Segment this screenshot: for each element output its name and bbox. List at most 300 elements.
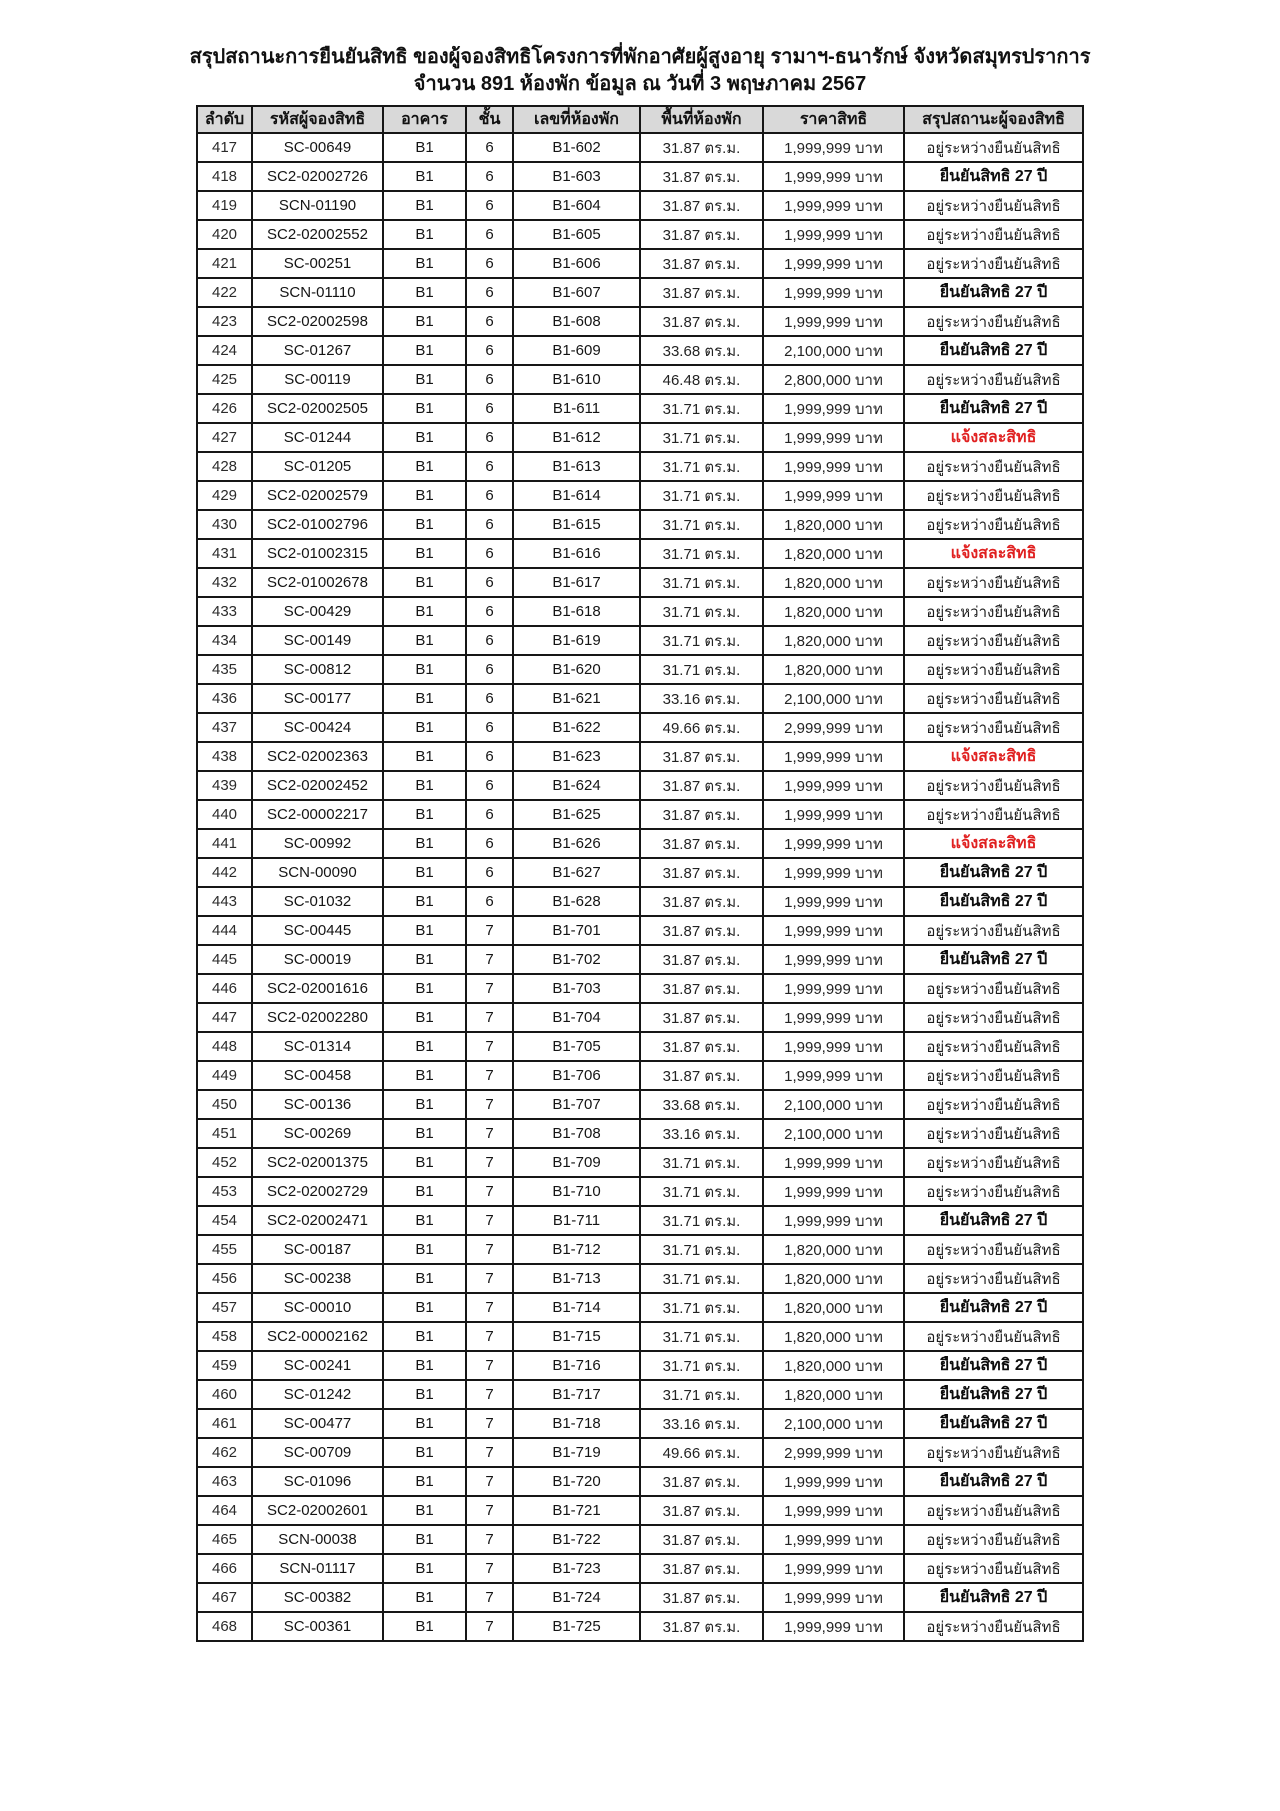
cell-room: B1-702: [513, 945, 640, 974]
cell-room: B1-718: [513, 1409, 640, 1438]
cell-building: B1: [383, 597, 466, 626]
cell-code: SC-00269: [252, 1119, 383, 1148]
cell-area: 31.87 ตร.ม.: [640, 133, 763, 162]
cell-status: อยู่ระหว่างยืนยันสิทธิ: [904, 220, 1083, 249]
cell-building: B1: [383, 1061, 466, 1090]
cell-price: 1,820,000 บาท: [763, 1322, 904, 1351]
cell-price: 2,100,000 บาท: [763, 684, 904, 713]
cell-status: อยู่ระหว่างยืนยันสิทธิ: [904, 1061, 1083, 1090]
cell-code: SC-00019: [252, 945, 383, 974]
cell-floor: 7: [466, 1119, 513, 1148]
cell-price: 1,999,999 บาท: [763, 394, 904, 423]
cell-area: 33.68 ตร.ม.: [640, 336, 763, 365]
cell-room: B1-602: [513, 133, 640, 162]
cell-code: SC2-01002796: [252, 510, 383, 539]
table-row: [197, 1148, 1083, 1177]
cell-price: 1,999,999 บาท: [763, 162, 904, 191]
table-row: [197, 568, 1083, 597]
cell-building: B1: [383, 887, 466, 916]
cell-area: 46.48 ตร.ม.: [640, 365, 763, 394]
cell-room: B1-611: [513, 394, 640, 423]
cell-status: อยู่ระหว่างยืนยันสิทธิ: [904, 1177, 1083, 1206]
cell-status: อยู่ระหว่างยืนยันสิทธิ: [904, 1496, 1083, 1525]
table-row: [197, 1032, 1083, 1061]
cell-status: ยืนยันสิทธิ 27 ปี: [904, 1351, 1083, 1380]
cell-building: B1: [383, 684, 466, 713]
cell-building: B1: [383, 1583, 466, 1612]
cell-no: 458: [197, 1322, 252, 1351]
cell-price: 1,999,999 บาท: [763, 278, 904, 307]
cell-price: 1,999,999 บาท: [763, 1554, 904, 1583]
cell-status: อยู่ระหว่างยืนยันสิทธิ: [904, 1090, 1083, 1119]
cell-area: 31.87 ตร.ม.: [640, 1061, 763, 1090]
cell-status: อยู่ระหว่างยืนยันสิทธิ: [904, 1612, 1083, 1641]
cell-floor: 7: [466, 1264, 513, 1293]
cell-room: B1-723: [513, 1554, 640, 1583]
cell-floor: 7: [466, 1612, 513, 1641]
cell-floor: 6: [466, 278, 513, 307]
cell-price: 1,999,999 บาท: [763, 974, 904, 1003]
cell-no: 463: [197, 1467, 252, 1496]
cell-status: ยืนยันสิทธิ 27 ปี: [904, 336, 1083, 365]
cell-status: อยู่ระหว่างยืนยันสิทธิ: [904, 597, 1083, 626]
cell-price: 1,999,999 บาท: [763, 1206, 904, 1235]
cell-floor: 6: [466, 162, 513, 191]
table-row: [197, 1061, 1083, 1090]
cell-code: SC2-02002729: [252, 1177, 383, 1206]
cell-floor: 6: [466, 423, 513, 452]
cell-code: SC-00251: [252, 249, 383, 278]
cell-floor: 7: [466, 945, 513, 974]
cell-status: ยืนยันสิทธิ 27 ปี: [904, 887, 1083, 916]
cell-code: SC-00361: [252, 1612, 383, 1641]
cell-floor: 7: [466, 1090, 513, 1119]
cell-building: B1: [383, 1148, 466, 1177]
cell-area: 31.71 ตร.ม.: [640, 626, 763, 655]
cell-building: B1: [383, 1496, 466, 1525]
cell-status: อยู่ระหว่างยืนยันสิทธิ: [904, 452, 1083, 481]
cell-room: B1-717: [513, 1380, 640, 1409]
cell-no: 443: [197, 887, 252, 916]
table-row: [197, 1351, 1083, 1380]
cell-price: 2,100,000 บาท: [763, 336, 904, 365]
cell-floor: 7: [466, 1003, 513, 1032]
cell-no: 428: [197, 452, 252, 481]
cell-building: B1: [383, 162, 466, 191]
cell-code: SC-00812: [252, 655, 383, 684]
cell-no: 437: [197, 713, 252, 742]
cell-area: 31.87 ตร.ม.: [640, 1003, 763, 1032]
cell-building: B1: [383, 539, 466, 568]
header-area: พื้นที่ห้องพัก: [640, 106, 763, 133]
cell-area: 31.87 ตร.ม.: [640, 858, 763, 887]
cell-no: 455: [197, 1235, 252, 1264]
cell-no: 424: [197, 336, 252, 365]
cell-floor: 7: [466, 1206, 513, 1235]
cell-room: B1-617: [513, 568, 640, 597]
cell-no: 434: [197, 626, 252, 655]
cell-price: 1,820,000 บาท: [763, 539, 904, 568]
header-building: อาคาร: [383, 106, 466, 133]
cell-code: SC-01032: [252, 887, 383, 916]
cell-building: B1: [383, 655, 466, 684]
cell-building: B1: [383, 307, 466, 336]
cell-code: SC-01244: [252, 423, 383, 452]
cell-no: 433: [197, 597, 252, 626]
table-row: [197, 1409, 1083, 1438]
cell-no: 440: [197, 800, 252, 829]
cell-no: 460: [197, 1380, 252, 1409]
cell-floor: 6: [466, 568, 513, 597]
cell-no: 432: [197, 568, 252, 597]
cell-building: B1: [383, 771, 466, 800]
cell-room: B1-621: [513, 684, 640, 713]
table-row: [197, 1525, 1083, 1554]
cell-price: 1,999,999 บาท: [763, 481, 904, 510]
cell-floor: 7: [466, 974, 513, 1003]
cell-status: อยู่ระหว่างยืนยันสิทธิ: [904, 568, 1083, 597]
cell-area: 49.66 ตร.ม.: [640, 713, 763, 742]
cell-code: SC2-02001375: [252, 1148, 383, 1177]
cell-status: อยู่ระหว่างยืนยันสิทธิ: [904, 626, 1083, 655]
header-floor: ชั้น: [466, 106, 513, 133]
cell-room: B1-607: [513, 278, 640, 307]
cell-area: 31.87 ตร.ม.: [640, 887, 763, 916]
table-row: [197, 539, 1083, 568]
table-row: [197, 336, 1083, 365]
cell-floor: 7: [466, 1467, 513, 1496]
cell-room: B1-605: [513, 220, 640, 249]
table-row: [197, 742, 1083, 771]
cell-building: B1: [383, 1467, 466, 1496]
cell-no: 442: [197, 858, 252, 887]
table-row: [197, 1554, 1083, 1583]
cell-code: SC2-02002505: [252, 394, 383, 423]
cell-no: 426: [197, 394, 252, 423]
cell-no: 429: [197, 481, 252, 510]
cell-floor: 6: [466, 133, 513, 162]
cell-building: B1: [383, 452, 466, 481]
cell-code: SC-00238: [252, 1264, 383, 1293]
cell-price: 2,100,000 บาท: [763, 1119, 904, 1148]
cell-room: B1-609: [513, 336, 640, 365]
cell-building: B1: [383, 1438, 466, 1467]
cell-building: B1: [383, 1206, 466, 1235]
header-price: ราคาสิทธิ: [763, 106, 904, 133]
cell-floor: 7: [466, 1177, 513, 1206]
cell-building: B1: [383, 626, 466, 655]
table-row: [197, 655, 1083, 684]
cell-no: 419: [197, 191, 252, 220]
page-subtitle: จำนวน 891 ห้องพัก ข้อมูล ณ วันที่ 3 พฤษภาคม 2567: [413, 73, 867, 95]
cell-status: อยู่ระหว่างยืนยันสิทธิ: [904, 713, 1083, 742]
cell-floor: 6: [466, 539, 513, 568]
cell-no: 422: [197, 278, 252, 307]
cell-code: SC-00382: [252, 1583, 383, 1612]
cell-building: B1: [383, 1380, 466, 1409]
cell-area: 31.71 ตร.ม.: [640, 1351, 763, 1380]
cell-room: B1-703: [513, 974, 640, 1003]
table-row: [197, 626, 1083, 655]
cell-building: B1: [383, 1264, 466, 1293]
cell-status: แจ้งสละสิทธิ: [904, 539, 1083, 568]
cell-code: SC2-01002315: [252, 539, 383, 568]
cell-no: 418: [197, 162, 252, 191]
cell-price: 1,999,999 บาท: [763, 1583, 904, 1612]
cell-room: B1-721: [513, 1496, 640, 1525]
cell-building: B1: [383, 1003, 466, 1032]
cell-code: SC-00445: [252, 916, 383, 945]
cell-area: 31.71 ตร.ม.: [640, 1322, 763, 1351]
cell-code: SC2-01002678: [252, 568, 383, 597]
cell-floor: 6: [466, 220, 513, 249]
cell-area: 31.71 ตร.ม.: [640, 568, 763, 597]
cell-room: B1-713: [513, 1264, 640, 1293]
cell-price: 1,999,999 บาท: [763, 1177, 904, 1206]
cell-building: B1: [383, 1351, 466, 1380]
table-row: [197, 394, 1083, 423]
cell-no: 445: [197, 945, 252, 974]
cell-area: 31.87 ตร.ม.: [640, 1032, 763, 1061]
cell-room: B1-610: [513, 365, 640, 394]
cell-building: B1: [383, 423, 466, 452]
cell-area: 31.87 ตร.ม.: [640, 278, 763, 307]
cell-no: 450: [197, 1090, 252, 1119]
cell-building: B1: [383, 336, 466, 365]
cell-no: 421: [197, 249, 252, 278]
document-header: [0, 0, 1280, 98]
page-title: สรุปสถานะการยืนยันสิทธิ ของผู้จองสิทธิโครงการที่พักอาศัยผู้สูงอายุ รามาฯ-ธนารักษ์ จังหวัดสมุทรปราการ: [189, 46, 1091, 68]
header-room: เลขที่ห้องพัก: [513, 106, 640, 133]
table-row: [197, 1380, 1083, 1409]
cell-no: 467: [197, 1583, 252, 1612]
table-row: [197, 829, 1083, 858]
cell-floor: 7: [466, 1032, 513, 1061]
cell-building: B1: [383, 1235, 466, 1264]
cell-floor: 6: [466, 742, 513, 771]
cell-room: B1-628: [513, 887, 640, 916]
cell-building: B1: [383, 1554, 466, 1583]
cell-floor: 6: [466, 597, 513, 626]
cell-no: 417: [197, 133, 252, 162]
cell-floor: 6: [466, 452, 513, 481]
table-row: [197, 800, 1083, 829]
table-row: [197, 191, 1083, 220]
cell-price: 1,999,999 บาท: [763, 452, 904, 481]
cell-area: 31.87 ตร.ม.: [640, 1554, 763, 1583]
table-row: [197, 162, 1083, 191]
cell-area: 31.71 ตร.ม.: [640, 481, 763, 510]
table-row: [197, 307, 1083, 336]
cell-price: 1,820,000 บาท: [763, 1351, 904, 1380]
table-row: [197, 1467, 1083, 1496]
cell-building: B1: [383, 1293, 466, 1322]
table-row: [197, 481, 1083, 510]
cell-floor: 7: [466, 1583, 513, 1612]
cell-price: 1,999,999 บาท: [763, 220, 904, 249]
cell-price: 1,999,999 บาท: [763, 191, 904, 220]
cell-price: 1,999,999 บาท: [763, 1496, 904, 1525]
cell-code: SC2-02002579: [252, 481, 383, 510]
table-row: [197, 423, 1083, 452]
cell-building: B1: [383, 481, 466, 510]
cell-price: 2,999,999 บาท: [763, 713, 904, 742]
cell-area: 31.71 ตร.ม.: [640, 1148, 763, 1177]
cell-room: B1-706: [513, 1061, 640, 1090]
cell-status: อยู่ระหว่างยืนยันสิทธิ: [904, 133, 1083, 162]
cell-no: 427: [197, 423, 252, 452]
cell-code: SC2-02002552: [252, 220, 383, 249]
cell-price: 1,820,000 บาท: [763, 1235, 904, 1264]
cell-no: 457: [197, 1293, 252, 1322]
cell-no: 464: [197, 1496, 252, 1525]
cell-building: B1: [383, 510, 466, 539]
cell-code: SC-00241: [252, 1351, 383, 1380]
cell-building: B1: [383, 945, 466, 974]
cell-building: B1: [383, 568, 466, 597]
cell-room: B1-722: [513, 1525, 640, 1554]
cell-area: 31.71 ตร.ม.: [640, 1264, 763, 1293]
cell-no: 459: [197, 1351, 252, 1380]
cell-price: 1,820,000 บาท: [763, 626, 904, 655]
cell-no: 444: [197, 916, 252, 945]
table-row: [197, 365, 1083, 394]
cell-price: 1,820,000 บาท: [763, 1293, 904, 1322]
header-code: รหัสผู้จองสิทธิ: [252, 106, 383, 133]
cell-area: 33.16 ตร.ม.: [640, 1119, 763, 1148]
cell-price: 1,999,999 บาท: [763, 858, 904, 887]
cell-no: 452: [197, 1148, 252, 1177]
cell-no: 461: [197, 1409, 252, 1438]
cell-code: SCN-01110: [252, 278, 383, 307]
table-row: [197, 278, 1083, 307]
cell-price: 1,820,000 บาท: [763, 510, 904, 539]
cell-status: ยืนยันสิทธิ 27 ปี: [904, 278, 1083, 307]
cell-price: 1,999,999 บาท: [763, 1467, 904, 1496]
cell-building: B1: [383, 365, 466, 394]
cell-no: 439: [197, 771, 252, 800]
table-row: [197, 1003, 1083, 1032]
cell-price: 1,820,000 บาท: [763, 655, 904, 684]
cell-status: อยู่ระหว่างยืนยันสิทธิ: [904, 974, 1083, 1003]
cell-code: SC2-02002726: [252, 162, 383, 191]
cell-room: B1-709: [513, 1148, 640, 1177]
cell-status: อยู่ระหว่างยืนยันสิทธิ: [904, 916, 1083, 945]
table-row: [197, 1206, 1083, 1235]
table-row: [197, 974, 1083, 1003]
cell-status: อยู่ระหว่างยืนยันสิทธิ: [904, 655, 1083, 684]
cell-room: B1-724: [513, 1583, 640, 1612]
cell-status: แจ้งสละสิทธิ: [904, 423, 1083, 452]
cell-price: 1,999,999 บาท: [763, 771, 904, 800]
cell-status: อยู่ระหว่างยืนยันสิทธิ: [904, 481, 1083, 510]
cell-room: B1-615: [513, 510, 640, 539]
cell-code: SC-00649: [252, 133, 383, 162]
cell-code: SC-00149: [252, 626, 383, 655]
cell-building: B1: [383, 800, 466, 829]
cell-floor: 6: [466, 336, 513, 365]
cell-price: 1,999,999 บาท: [763, 1032, 904, 1061]
cell-area: 31.87 ตร.ม.: [640, 829, 763, 858]
cell-code: SC2-02001616: [252, 974, 383, 1003]
cell-area: 31.87 ตร.ม.: [640, 1467, 763, 1496]
cell-status: ยืนยันสิทธิ 27 ปี: [904, 858, 1083, 887]
cell-room: B1-626: [513, 829, 640, 858]
cell-no: 451: [197, 1119, 252, 1148]
cell-floor: 6: [466, 510, 513, 539]
cell-room: B1-622: [513, 713, 640, 742]
cell-status: แจ้งสละสิทธิ: [904, 829, 1083, 858]
table-row: [197, 1090, 1083, 1119]
table-row: [197, 1177, 1083, 1206]
cell-area: 31.71 ตร.ม.: [640, 1380, 763, 1409]
cell-area: 31.71 ตร.ม.: [640, 510, 763, 539]
cell-floor: 6: [466, 800, 513, 829]
cell-room: B1-623: [513, 742, 640, 771]
cell-code: SC2-02002601: [252, 1496, 383, 1525]
cell-floor: 6: [466, 191, 513, 220]
cell-building: B1: [383, 249, 466, 278]
cell-room: B1-715: [513, 1322, 640, 1351]
cell-status: อยู่ระหว่างยืนยันสิทธิ: [904, 249, 1083, 278]
table-row: [197, 771, 1083, 800]
cell-price: 2,100,000 บาท: [763, 1409, 904, 1438]
cell-no: 430: [197, 510, 252, 539]
cell-status: อยู่ระหว่างยืนยันสิทธิ: [904, 191, 1083, 220]
cell-price: 1,820,000 บาท: [763, 597, 904, 626]
cell-area: 31.87 ตร.ม.: [640, 249, 763, 278]
cell-no: 465: [197, 1525, 252, 1554]
table-row: [197, 249, 1083, 278]
cell-room: B1-618: [513, 597, 640, 626]
cell-room: B1-624: [513, 771, 640, 800]
cell-status: อยู่ระหว่างยืนยันสิทธิ: [904, 1525, 1083, 1554]
cell-status: อยู่ระหว่างยืนยันสิทธิ: [904, 510, 1083, 539]
cell-no: 448: [197, 1032, 252, 1061]
cell-status: อยู่ระหว่างยืนยันสิทธิ: [904, 1032, 1083, 1061]
table-body: [197, 133, 1083, 1641]
cell-code: SC-00458: [252, 1061, 383, 1090]
cell-no: 431: [197, 539, 252, 568]
cell-room: B1-627: [513, 858, 640, 887]
cell-floor: 6: [466, 771, 513, 800]
cell-area: 31.87 ตร.ม.: [640, 1612, 763, 1641]
cell-no: 454: [197, 1206, 252, 1235]
cell-no: 456: [197, 1264, 252, 1293]
table-row: [197, 1438, 1083, 1467]
cell-no: 468: [197, 1612, 252, 1641]
cell-room: B1-612: [513, 423, 640, 452]
table-row: [197, 1583, 1083, 1612]
cell-code: SCN-01117: [252, 1554, 383, 1583]
cell-floor: 7: [466, 1438, 513, 1467]
cell-status: อยู่ระหว่างยืนยันสิทธิ: [904, 1322, 1083, 1351]
cell-code: SCN-00090: [252, 858, 383, 887]
cell-code: SC-01096: [252, 1467, 383, 1496]
cell-area: 31.71 ตร.ม.: [640, 1177, 763, 1206]
cell-room: B1-710: [513, 1177, 640, 1206]
cell-price: 1,999,999 บาท: [763, 249, 904, 278]
cell-code: SC-00136: [252, 1090, 383, 1119]
table-row: [197, 1322, 1083, 1351]
cell-room: B1-720: [513, 1467, 640, 1496]
cell-area: 31.71 ตร.ม.: [640, 539, 763, 568]
cell-floor: 6: [466, 626, 513, 655]
cell-room: B1-603: [513, 162, 640, 191]
cell-building: B1: [383, 829, 466, 858]
cell-area: 31.87 ตร.ม.: [640, 162, 763, 191]
cell-floor: 7: [466, 1409, 513, 1438]
